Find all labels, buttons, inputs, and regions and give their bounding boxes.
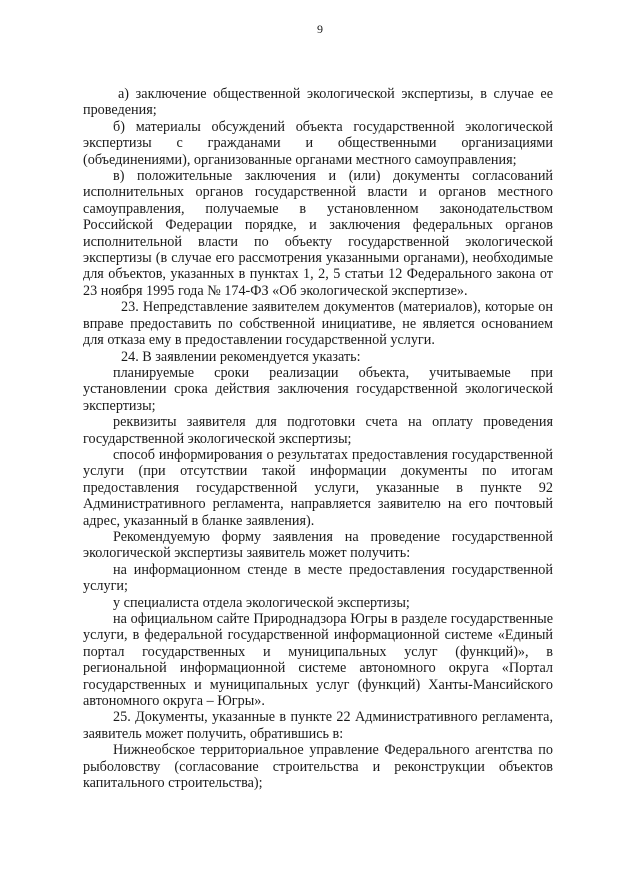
- document-body: [83, 86, 553, 791]
- paragraph-23: 23. Непредставление заявителем документов (материалов), которые он вправе предоставить по собственной инициативе, не является основанием для отказа ему в предоставлении государственной услуги.: [83, 299, 553, 349]
- paragraph-form-specialist: у специалиста отдела экологической экспертизы;: [113, 594, 410, 611]
- paragraph-item-v: в) положительные заключения и (или) документы согласований исполнительных органов государственной власти и органов местного самоуправления, получаемые в установленном законодательством Российской Федерации порядке, и заключения федеральных органов исполнительной власти по объекту государственной экологической экспертизы (в случае его рассмотрения указанными органами), необходимые для объектов, указанных в пунктах 1, 2, 5 статьи 12 Федерального закона от 23 ноября 1995 года № 174-ФЗ «Об экологической экспертизе».: [83, 168, 553, 299]
- paragraph-25-fishery: Нижнеобское территориальное управление Федерального агентства по рыболовству (согласование строительства и реконструкции объектов капитального строительства);: [83, 742, 553, 792]
- paragraph-24-requisites: реквизиты заявителя для подготовки счета на оплату проведения государственной экологической экспертизы;: [83, 414, 553, 447]
- page-number: 9: [317, 22, 323, 36]
- paragraph-item-a: а) заключение общественной экологической экспертизы, в случае ее проведения;: [83, 86, 553, 119]
- paragraph-24: 24. В заявлении рекомендуется указать:: [121, 348, 361, 365]
- paragraph-25: 25. Документы, указанные в пункте 22 Административного регламента, заявитель может получить, обратившись в:: [83, 709, 553, 742]
- paragraph-item-b: б) материалы обсуждений объекта государственной экологической экспертизы с гражданами и общественными организациями (объединениями), организованные органами местного самоуправления;: [83, 118, 553, 168]
- paragraph-form-website: на официальном сайте Природнадзора Югры в разделе государственные услуги, в федеральной государственной информационной системе «Единый портал государственных и муниципальных услуг (функций)», в региональной информационной системе автономного округа «Портал государственных и муниципальных услуг (функций) Ханты-Мансийского автономного округа – Югры».: [83, 611, 553, 710]
- paragraph-24-notification: способ информирования о результатах предоставления государственной услуги (при отсутствии такой информации документы по итогам предоставления государственной услуги, указанные в пункте 92 Административного регламента, направляется заявителю на его почтовый адрес, указанный в бланке заявления).: [83, 446, 553, 529]
- paragraph-form-intro: Рекомендуемую форму заявления на проведение государственной экологической экспертизы заявитель может получить:: [83, 528, 553, 562]
- paragraph-24-deadlines: планируемые сроки реализации объекта, учитываемые при установлении срока действия заключения государственной экологической экспертизы;: [83, 364, 553, 414]
- paragraph-form-stand: на информационном стенде в месте предоставления государственной услуги;: [83, 561, 553, 595]
